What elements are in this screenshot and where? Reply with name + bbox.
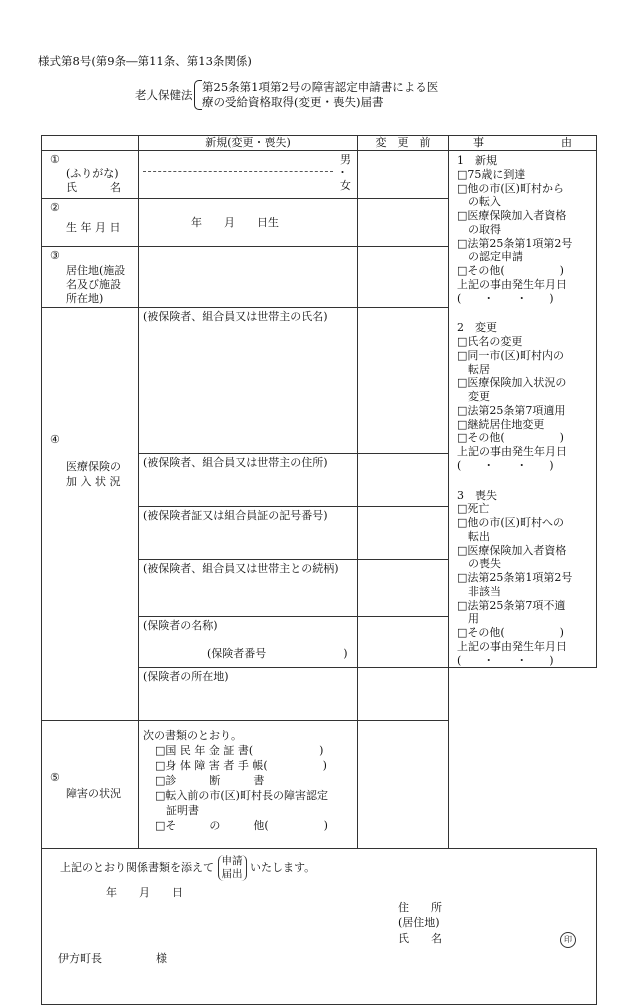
reason-checkbox[interactable]: □他の市(区)町村への (457, 516, 564, 529)
reason-section-new (457, 154, 592, 305)
row-insurance-num: ④ (50, 433, 60, 446)
residence-label-1: 居住地(施設 (66, 264, 126, 277)
reason-section-loss (457, 489, 592, 668)
row-birthdate-label (42, 199, 139, 247)
reason-line: 上記の事由発生年月日 (457, 445, 567, 458)
insurer-number-label: (保険者番号 ) (207, 647, 348, 660)
birthdate-before-field[interactable] (358, 199, 449, 247)
insurer-name-label: (保険者の名称) (143, 619, 218, 633)
header-blank (42, 136, 139, 151)
reason-checkbox[interactable]: □同一市(区)町村内の (457, 348, 564, 362)
form-title-line2: 療の受給資格取得(変更・喪失)届書 (202, 95, 384, 109)
declaration-row (42, 849, 597, 1005)
declaration-sentence (60, 855, 315, 881)
name-field[interactable] (139, 151, 358, 199)
brace-icon (194, 80, 202, 110)
reason-checkbox[interactable]: □その他( ) (457, 626, 564, 639)
reason-checkbox[interactable]: □医療保険加入状況の (457, 376, 567, 390)
form-number: 様式第8号(第9条―第11条、第13条関係) (38, 54, 252, 68)
row-name-label (42, 151, 139, 199)
header-reason-a: 事 (473, 136, 484, 149)
row-disability-label (42, 721, 139, 849)
row-birthdate-num: ② (50, 201, 60, 214)
reason-checkbox[interactable]: □他の市(区)町村から (457, 181, 564, 195)
doc-medical-certificate-checkbox[interactable]: □診 断 書 (155, 774, 265, 787)
header-reason-b: 由 (561, 136, 572, 149)
residence-before-field[interactable] (358, 247, 449, 308)
insurer-name-before-field[interactable] (358, 617, 449, 668)
reason-checkbox[interactable]: □継続居住地変更 (457, 417, 545, 431)
residence-field[interactable] (139, 247, 358, 308)
row-disability-num: ⑤ (50, 771, 60, 785)
relationship-before-field[interactable] (358, 560, 449, 617)
reason-checkbox[interactable]: □法第25条第7項不適 (457, 598, 566, 612)
reason-line: の認定申請 (457, 250, 523, 264)
sex-male[interactable]: 男 (340, 153, 351, 166)
disability-before-field[interactable] (358, 721, 449, 849)
reason-checkbox[interactable]: □氏名の変更 (457, 335, 523, 348)
seal-icon: 印 (560, 932, 576, 948)
insured-name-label: (被保険者、組合員又は世帯主の氏名) (143, 310, 328, 323)
insurance-card-number-before-field[interactable] (358, 507, 449, 560)
declaration-cell (42, 849, 597, 1005)
row-residence-num: ③ (50, 249, 60, 262)
reason-date-field[interactable]: ( ・ ・ ) (457, 458, 554, 472)
reason-checkbox[interactable]: □法第25条第1項第2号 (457, 236, 573, 250)
doc-pension-checkbox[interactable]: □国 民 年 金 証 書( ) (155, 744, 324, 757)
reason-line: 用 (457, 612, 479, 626)
reason-section-change (457, 321, 592, 472)
birthdate-label: 生 年 月 日 (66, 221, 121, 234)
reason-line: 3 喪失 (457, 488, 497, 502)
insurer-address-before-field[interactable] (358, 668, 449, 721)
header-before: 変 更 前 (358, 136, 449, 151)
insurance-card-number-field[interactable] (139, 507, 358, 560)
reason-line: の喪失 (457, 557, 501, 571)
reason-line: 非該当 (457, 584, 501, 598)
reason-date-field[interactable]: ( ・ ・ ) (457, 653, 554, 667)
residence-label-3: 所在地) (66, 292, 104, 305)
insurer-name-field[interactable] (139, 617, 358, 668)
name-label: 氏 名 (66, 181, 121, 194)
name-before-field[interactable] (358, 151, 449, 199)
reason-line: 上記の事由発生年月日 (457, 639, 567, 653)
mayor-label: 伊方町長 (58, 952, 102, 966)
disability-label: 障害の状況 (66, 787, 121, 801)
insured-address-before-field[interactable] (358, 454, 449, 507)
sex-female[interactable]: 女 (340, 179, 351, 192)
reason-checkbox[interactable]: □法第25条第7項適用 (457, 403, 566, 417)
disability-intro: 次の書類のとおり。 (143, 729, 242, 743)
reason-line: 1 新規 (457, 154, 497, 167)
relationship-label: (被保険者、組合員又は世帯主との続柄) (143, 562, 339, 576)
reason-line: の転入 (457, 195, 501, 209)
insurance-card-number-label: (被保険者証又は組合員証の記号番号) (143, 509, 328, 523)
reason-date-field[interactable]: ( ・ ・ ) (457, 291, 554, 305)
reason-checkbox[interactable]: □その他( ) (457, 431, 564, 445)
header-new: 新規(変更・喪失) (139, 136, 358, 151)
insured-address-field[interactable] (139, 454, 358, 507)
form-title (202, 80, 438, 110)
reason-checkbox[interactable]: □その他( ) (457, 264, 564, 277)
form-title-line1: 第25条第1項第2号の障害認定申請書による医 (202, 80, 439, 94)
reason-checkbox[interactable]: □75歳に到達 (457, 167, 526, 181)
row-disability (42, 721, 597, 849)
option-apply[interactable]: 申請 (221, 855, 243, 868)
declaration-text-before: 上記のとおり関係書類を添えて (60, 861, 214, 875)
birthdate-field[interactable] (139, 199, 358, 247)
residence-label-2: 名及び施設 (66, 278, 121, 291)
disability-field (139, 721, 358, 849)
relationship-field[interactable] (139, 560, 358, 617)
row-insurance-label (42, 308, 139, 721)
insurer-address-field[interactable] (139, 668, 358, 721)
reason-checkbox[interactable]: □法第25条第1項第2号 (457, 571, 573, 584)
applicant-name-label: 氏 名 (398, 932, 442, 946)
form-table (41, 135, 597, 1005)
reason-line: 転出 (457, 529, 490, 543)
reason-line: 2 変更 (457, 321, 497, 335)
row-residence-label (42, 247, 139, 308)
reason-checkbox[interactable]: □死亡 (457, 502, 490, 516)
birthdate-format: 年 月 日生 (191, 216, 279, 229)
law-label: 老人保健法 (135, 88, 193, 102)
honorific-label: 様 (156, 952, 167, 966)
reason-line: の取得 (457, 222, 501, 236)
reason-checkbox[interactable]: □医療保険加入者資格 (457, 209, 567, 222)
doc-disability-handbook-checkbox[interactable]: □身 体 障 害 者 手 帳( ) (155, 759, 327, 772)
option-notify[interactable]: 届出 (221, 868, 243, 881)
address-label: 住 所 (398, 901, 442, 915)
doc-prior-certification-cont: 証明書 (155, 804, 199, 817)
reason-line: 変更 (457, 390, 490, 403)
reason-cell (449, 151, 597, 668)
insurer-address-label: (保険者の所在地) (143, 670, 229, 684)
furigana-divider (143, 171, 333, 172)
apply-or-notify-choice[interactable] (218, 855, 247, 881)
reason-line: 上記の事由発生年月日 (457, 277, 567, 291)
sex-separator: ・ (337, 166, 348, 179)
insurance-label-2: 加 入 状 況 (66, 475, 121, 488)
row-name-num: ① (50, 153, 60, 166)
doc-other-checkbox[interactable]: □そ の 他( ) (155, 819, 328, 832)
insured-name-before-field[interactable] (358, 308, 449, 454)
declaration-date[interactable]: 年 月 日 (106, 886, 183, 900)
residence-sub-label: (居住地) (398, 916, 440, 930)
insured-address-label: (被保険者、組合員又は世帯主の住所) (143, 456, 328, 470)
header-reason (449, 136, 597, 151)
declaration-text-after: いたします。 (250, 861, 316, 875)
reason-line: 転居 (457, 362, 490, 376)
reason-checkbox[interactable]: □医療保険加入者資格 (457, 543, 567, 557)
insured-name-field[interactable] (139, 308, 358, 454)
row-name (42, 151, 597, 199)
insurance-label-1: 医療保険の (66, 460, 121, 473)
header-row (42, 136, 597, 151)
doc-prior-certification-checkbox[interactable]: □転入前の市(区)町村長の障害認定 (155, 789, 328, 802)
furigana-label: (ふりがな) (66, 167, 119, 180)
